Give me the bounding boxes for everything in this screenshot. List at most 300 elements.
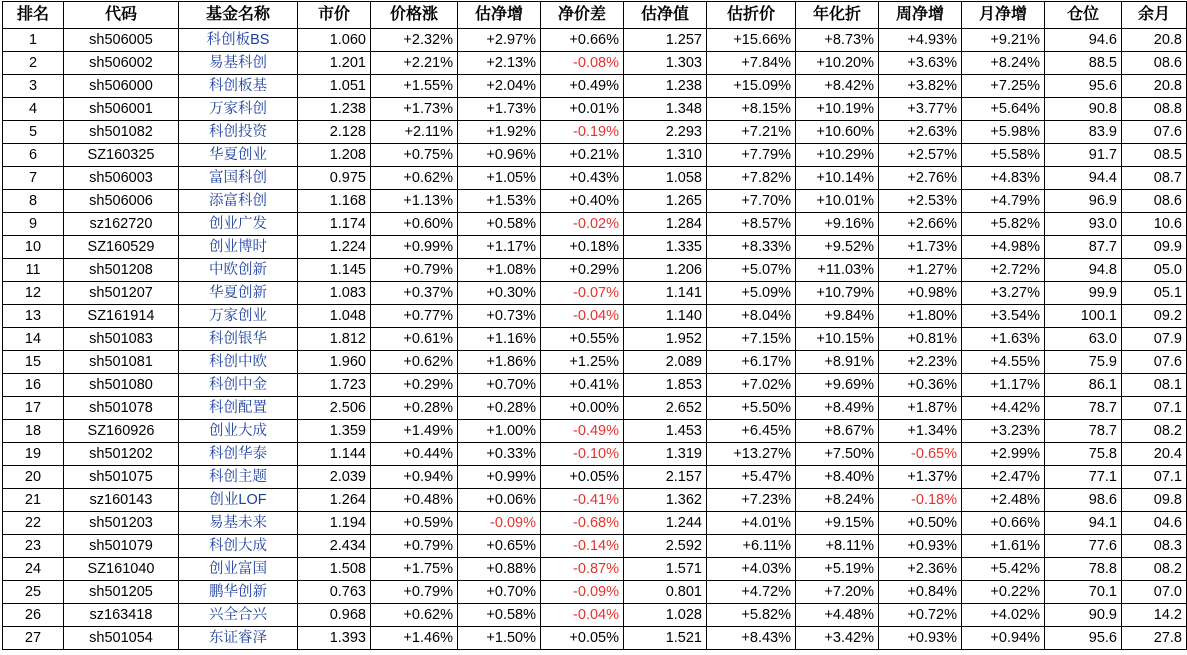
cell-rest-month: 07.0 (1122, 581, 1187, 604)
cell-rank: 12 (3, 282, 64, 305)
cell-rest-month: 07.9 (1122, 328, 1187, 351)
column-header-price[interactable]: 市价 (298, 2, 371, 29)
cell-week-change: -0.18% (879, 489, 962, 512)
cell-position: 77.1 (1045, 466, 1122, 489)
cell-est-discount: +6.45% (707, 420, 796, 443)
cell-rank: 2 (3, 52, 64, 75)
cell-nav-diff: +0.21% (541, 144, 624, 167)
cell-annual-discount: +8.49% (796, 397, 879, 420)
cell-position: 95.6 (1045, 627, 1122, 650)
cell-price-change: +0.28% (371, 397, 458, 420)
cell-fund-name: 中欧创新 (179, 259, 298, 282)
cell-week-change: +1.27% (879, 259, 962, 282)
cell-rest-month: 09.9 (1122, 236, 1187, 259)
column-header-position[interactable]: 仓位 (1045, 2, 1122, 29)
table-row[interactable] (3, 558, 1187, 581)
cell-rest-month: 09.2 (1122, 305, 1187, 328)
table-row[interactable] (3, 213, 1187, 236)
cell-code: sh501205 (64, 581, 179, 604)
cell-position: 75.9 (1045, 351, 1122, 374)
cell-est-discount: +4.03% (707, 558, 796, 581)
cell-month-change: +0.94% (962, 627, 1045, 650)
cell-code: sh506001 (64, 98, 179, 121)
cell-annual-discount: +8.24% (796, 489, 879, 512)
cell-price: 1.208 (298, 144, 371, 167)
cell-code: sz160143 (64, 489, 179, 512)
table-row[interactable] (3, 374, 1187, 397)
table-row[interactable] (3, 535, 1187, 558)
cell-est-nav-change: +0.06% (458, 489, 541, 512)
cell-week-change: +0.93% (879, 535, 962, 558)
cell-annual-discount: +10.20% (796, 52, 879, 75)
cell-annual-discount: +9.16% (796, 213, 879, 236)
cell-position: 78.7 (1045, 420, 1122, 443)
cell-price: 1.048 (298, 305, 371, 328)
cell-code: sh506002 (64, 52, 179, 75)
cell-price-change: +0.62% (371, 167, 458, 190)
cell-nav-diff: +0.66% (541, 29, 624, 52)
cell-rank: 9 (3, 213, 64, 236)
cell-nav-diff: -0.87% (541, 558, 624, 581)
table-row[interactable] (3, 581, 1187, 604)
table-row[interactable] (3, 29, 1187, 52)
cell-rank: 1 (3, 29, 64, 52)
cell-code: sz162720 (64, 213, 179, 236)
cell-nav-diff: +0.00% (541, 397, 624, 420)
cell-code: sh501082 (64, 121, 179, 144)
cell-rest-month: 08.2 (1122, 420, 1187, 443)
cell-rest-month: 27.8 (1122, 627, 1187, 650)
cell-fund-name: 创业广发 (179, 213, 298, 236)
cell-annual-discount: +8.67% (796, 420, 879, 443)
cell-price: 0.975 (298, 167, 371, 190)
cell-price: 2.128 (298, 121, 371, 144)
cell-annual-discount: +5.19% (796, 558, 879, 581)
cell-week-change: +2.53% (879, 190, 962, 213)
cell-price: 2.039 (298, 466, 371, 489)
cell-price-change: +1.75% (371, 558, 458, 581)
cell-code: sh501207 (64, 282, 179, 305)
cell-fund-name: 创业大成 (179, 420, 298, 443)
table-row[interactable] (3, 466, 1187, 489)
cell-nav-diff: +0.43% (541, 167, 624, 190)
cell-est-nav-change: +0.58% (458, 604, 541, 627)
cell-price: 1.168 (298, 190, 371, 213)
cell-price: 1.264 (298, 489, 371, 512)
cell-position: 94.4 (1045, 167, 1122, 190)
cell-est-nav: 1.453 (624, 420, 707, 443)
cell-price-change: +0.75% (371, 144, 458, 167)
cell-fund-name: 科创配置 (179, 397, 298, 420)
cell-month-change: +2.72% (962, 259, 1045, 282)
column-header-month-chg[interactable]: 月净增 (962, 2, 1045, 29)
cell-code: sh501075 (64, 466, 179, 489)
cell-week-change: +0.84% (879, 581, 962, 604)
cell-week-change: +0.98% (879, 282, 962, 305)
cell-rest-month: 08.3 (1122, 535, 1187, 558)
cell-est-nav-change: +1.50% (458, 627, 541, 650)
cell-rest-month: 08.8 (1122, 98, 1187, 121)
cell-annual-discount: +8.40% (796, 466, 879, 489)
cell-est-discount: +5.07% (707, 259, 796, 282)
cell-est-discount: +4.72% (707, 581, 796, 604)
cell-week-change: +2.66% (879, 213, 962, 236)
cell-price: 1.145 (298, 259, 371, 282)
cell-nav-diff: -0.10% (541, 443, 624, 466)
cell-nav-diff: +1.25% (541, 351, 624, 374)
cell-est-discount: +7.15% (707, 328, 796, 351)
cell-est-discount: +15.66% (707, 29, 796, 52)
cell-month-change: +5.42% (962, 558, 1045, 581)
cell-annual-discount: +11.03% (796, 259, 879, 282)
cell-code: sh501208 (64, 259, 179, 282)
column-header-est-nav[interactable]: 估净值 (624, 2, 707, 29)
cell-month-change: +7.25% (962, 75, 1045, 98)
cell-price: 1.960 (298, 351, 371, 374)
cell-est-discount: +7.70% (707, 190, 796, 213)
cell-nav-diff: +0.49% (541, 75, 624, 98)
table-row[interactable] (3, 443, 1187, 466)
table-row[interactable] (3, 282, 1187, 305)
cell-week-change: +2.23% (879, 351, 962, 374)
table-row[interactable] (3, 75, 1187, 98)
cell-price-change: +0.94% (371, 466, 458, 489)
table-header-row (3, 2, 1187, 29)
cell-price-change: +0.60% (371, 213, 458, 236)
cell-price: 1.144 (298, 443, 371, 466)
table-row[interactable] (3, 420, 1187, 443)
table-row[interactable] (3, 627, 1187, 650)
cell-est-nav: 1.257 (624, 29, 707, 52)
cell-price: 1.060 (298, 29, 371, 52)
cell-est-discount: +7.21% (707, 121, 796, 144)
cell-rank: 21 (3, 489, 64, 512)
cell-fund-name: 易基科创 (179, 52, 298, 75)
cell-week-change: +2.63% (879, 121, 962, 144)
cell-week-change: -0.65% (879, 443, 962, 466)
cell-position: 78.8 (1045, 558, 1122, 581)
cell-nav-diff: +0.05% (541, 627, 624, 650)
cell-fund-name: 科创板基 (179, 75, 298, 98)
cell-est-nav-change: +0.88% (458, 558, 541, 581)
cell-rest-month: 04.6 (1122, 512, 1187, 535)
cell-price-change: +0.77% (371, 305, 458, 328)
cell-est-nav-change: +0.58% (458, 213, 541, 236)
cell-month-change: +1.61% (962, 535, 1045, 558)
cell-est-discount: +4.01% (707, 512, 796, 535)
cell-nav-diff: -0.68% (541, 512, 624, 535)
cell-fund-name: 华夏创业 (179, 144, 298, 167)
cell-price: 0.763 (298, 581, 371, 604)
cell-annual-discount: +9.69% (796, 374, 879, 397)
cell-price-change: +2.32% (371, 29, 458, 52)
table-row[interactable] (3, 351, 1187, 374)
cell-rank: 27 (3, 627, 64, 650)
column-header-week-chg[interactable]: 周净增 (879, 2, 962, 29)
cell-code: sh501078 (64, 397, 179, 420)
table-row[interactable] (3, 167, 1187, 190)
cell-month-change: +2.47% (962, 466, 1045, 489)
table-row[interactable] (3, 305, 1187, 328)
cell-est-nav-change: +0.65% (458, 535, 541, 558)
column-header-rest-month[interactable]: 余月 (1122, 2, 1187, 29)
cell-week-change: +1.80% (879, 305, 962, 328)
cell-price-change: +0.79% (371, 259, 458, 282)
cell-rest-month: 08.7 (1122, 167, 1187, 190)
cell-fund-name: 科创板BS (179, 29, 298, 52)
cell-rest-month: 08.5 (1122, 144, 1187, 167)
cell-est-discount: +6.11% (707, 535, 796, 558)
cell-price: 1.723 (298, 374, 371, 397)
cell-rest-month: 05.0 (1122, 259, 1187, 282)
cell-code: sh501081 (64, 351, 179, 374)
cell-est-discount: +15.09% (707, 75, 796, 98)
cell-fund-name: 科创中金 (179, 374, 298, 397)
cell-est-discount: +5.82% (707, 604, 796, 627)
table-row[interactable] (3, 98, 1187, 121)
cell-rank: 25 (3, 581, 64, 604)
cell-code: SZ160325 (64, 144, 179, 167)
cell-rest-month: 08.1 (1122, 374, 1187, 397)
cell-est-nav: 2.293 (624, 121, 707, 144)
cell-price-change: +0.44% (371, 443, 458, 466)
cell-est-nav-change: +1.73% (458, 98, 541, 121)
cell-est-nav: 1.853 (624, 374, 707, 397)
cell-rest-month: 14.2 (1122, 604, 1187, 627)
table-row[interactable] (3, 190, 1187, 213)
column-header-rank[interactable]: 排名 (3, 2, 64, 29)
cell-rank: 13 (3, 305, 64, 328)
cell-nav-diff: +0.40% (541, 190, 624, 213)
cell-position: 78.7 (1045, 397, 1122, 420)
cell-nav-diff: +0.41% (541, 374, 624, 397)
cell-position: 88.5 (1045, 52, 1122, 75)
cell-fund-name: 富国科创 (179, 167, 298, 190)
cell-position: 91.7 (1045, 144, 1122, 167)
cell-month-change: +5.98% (962, 121, 1045, 144)
cell-price: 1.508 (298, 558, 371, 581)
table-row[interactable] (3, 259, 1187, 282)
cell-est-discount: +5.09% (707, 282, 796, 305)
cell-code: SZ161914 (64, 305, 179, 328)
cell-est-discount: +8.04% (707, 305, 796, 328)
cell-est-nav: 1.284 (624, 213, 707, 236)
cell-code: sh501054 (64, 627, 179, 650)
cell-price-change: +1.73% (371, 98, 458, 121)
cell-est-discount: +5.47% (707, 466, 796, 489)
cell-month-change: +4.55% (962, 351, 1045, 374)
cell-month-change: +3.27% (962, 282, 1045, 305)
cell-price-change: +1.46% (371, 627, 458, 650)
table-row[interactable] (3, 121, 1187, 144)
cell-code: sh501203 (64, 512, 179, 535)
cell-est-nav-change: +1.86% (458, 351, 541, 374)
column-header-fund-name[interactable]: 基金名称 (179, 2, 298, 29)
cell-est-discount: +8.15% (707, 98, 796, 121)
cell-annual-discount: +4.48% (796, 604, 879, 627)
table-row[interactable] (3, 328, 1187, 351)
cell-rank: 6 (3, 144, 64, 167)
cell-est-discount: +7.79% (707, 144, 796, 167)
cell-month-change: +4.79% (962, 190, 1045, 213)
cell-est-nav: 1.028 (624, 604, 707, 627)
cell-est-nav: 1.952 (624, 328, 707, 351)
cell-rest-month: 07.6 (1122, 351, 1187, 374)
column-header-nav-diff[interactable]: 净价差 (541, 2, 624, 29)
cell-rank: 4 (3, 98, 64, 121)
cell-week-change: +1.37% (879, 466, 962, 489)
cell-code: sh501080 (64, 374, 179, 397)
cell-est-discount: +7.23% (707, 489, 796, 512)
cell-est-nav: 2.089 (624, 351, 707, 374)
cell-fund-name: 科创华泰 (179, 443, 298, 466)
cell-nav-diff: -0.02% (541, 213, 624, 236)
cell-fund-name: 东证睿泽 (179, 627, 298, 650)
cell-price-change: +0.29% (371, 374, 458, 397)
cell-est-nav: 1.303 (624, 52, 707, 75)
cell-week-change: +1.34% (879, 420, 962, 443)
cell-position: 94.8 (1045, 259, 1122, 282)
cell-rank: 24 (3, 558, 64, 581)
cell-est-nav-change: +0.28% (458, 397, 541, 420)
cell-position: 86.1 (1045, 374, 1122, 397)
table-row[interactable] (3, 397, 1187, 420)
cell-rest-month: 05.1 (1122, 282, 1187, 305)
cell-position: 90.9 (1045, 604, 1122, 627)
cell-rank: 16 (3, 374, 64, 397)
cell-rest-month: 20.4 (1122, 443, 1187, 466)
cell-est-nav: 1.244 (624, 512, 707, 535)
cell-price: 0.968 (298, 604, 371, 627)
cell-est-nav-change: +0.70% (458, 374, 541, 397)
cell-position: 87.7 (1045, 236, 1122, 259)
cell-price-change: +0.62% (371, 351, 458, 374)
cell-est-nav-change: +1.00% (458, 420, 541, 443)
table-row[interactable] (3, 489, 1187, 512)
cell-est-nav: 2.592 (624, 535, 707, 558)
column-header-est-nav-chg[interactable]: 估净增 (458, 2, 541, 29)
cell-week-change: +0.81% (879, 328, 962, 351)
cell-est-discount: +7.84% (707, 52, 796, 75)
cell-rank: 3 (3, 75, 64, 98)
cell-price: 1.194 (298, 512, 371, 535)
cell-rank: 17 (3, 397, 64, 420)
cell-rest-month: 10.6 (1122, 213, 1187, 236)
cell-month-change: +2.48% (962, 489, 1045, 512)
cell-price: 1.238 (298, 98, 371, 121)
cell-price-change: +0.37% (371, 282, 458, 305)
cell-nav-diff: -0.07% (541, 282, 624, 305)
column-header-est-disc[interactable]: 估折价 (707, 2, 796, 29)
cell-est-nav: 1.238 (624, 75, 707, 98)
cell-est-nav-change: +0.96% (458, 144, 541, 167)
cell-est-nav: 1.335 (624, 236, 707, 259)
cell-annual-discount: +8.73% (796, 29, 879, 52)
cell-month-change: +5.58% (962, 144, 1045, 167)
cell-fund-name: 兴全合兴 (179, 604, 298, 627)
cell-nav-diff: +0.18% (541, 236, 624, 259)
cell-week-change: +2.36% (879, 558, 962, 581)
cell-fund-name: 科创大成 (179, 535, 298, 558)
cell-rest-month: 08.6 (1122, 190, 1187, 213)
cell-est-nav: 1.206 (624, 259, 707, 282)
cell-fund-name: 科创投资 (179, 121, 298, 144)
cell-est-nav: 1.521 (624, 627, 707, 650)
cell-annual-discount: +10.15% (796, 328, 879, 351)
cell-code: sh501079 (64, 535, 179, 558)
cell-rest-month: 09.8 (1122, 489, 1187, 512)
cell-nav-diff: +0.29% (541, 259, 624, 282)
cell-rank: 7 (3, 167, 64, 190)
cell-nav-diff: -0.41% (541, 489, 624, 512)
cell-position: 95.6 (1045, 75, 1122, 98)
cell-annual-discount: +7.50% (796, 443, 879, 466)
cell-est-nav-change: +1.16% (458, 328, 541, 351)
table-row[interactable] (3, 512, 1187, 535)
cell-nav-diff: -0.19% (541, 121, 624, 144)
cell-price-change: +0.79% (371, 581, 458, 604)
cell-est-nav-change: +0.73% (458, 305, 541, 328)
cell-est-nav: 1.265 (624, 190, 707, 213)
cell-month-change: +4.83% (962, 167, 1045, 190)
cell-price-change: +0.79% (371, 535, 458, 558)
cell-price-change: +2.21% (371, 52, 458, 75)
cell-annual-discount: +10.79% (796, 282, 879, 305)
column-header-price-chg[interactable]: 价格涨 (371, 2, 458, 29)
cell-code: sh506006 (64, 190, 179, 213)
cell-fund-name: 鹏华创新 (179, 581, 298, 604)
cell-week-change: +0.36% (879, 374, 962, 397)
cell-est-nav: 1.140 (624, 305, 707, 328)
cell-est-nav-change: +1.08% (458, 259, 541, 282)
column-header-annual-disc[interactable]: 年化折 (796, 2, 879, 29)
table-row[interactable] (3, 144, 1187, 167)
cell-fund-name: 科创中欧 (179, 351, 298, 374)
cell-nav-diff: -0.04% (541, 604, 624, 627)
cell-price: 1.393 (298, 627, 371, 650)
cell-rank: 19 (3, 443, 64, 466)
cell-annual-discount: +10.01% (796, 190, 879, 213)
cell-code: SZ160926 (64, 420, 179, 443)
cell-week-change: +4.93% (879, 29, 962, 52)
cell-week-change: +2.76% (879, 167, 962, 190)
cell-price: 1.083 (298, 282, 371, 305)
cell-rest-month: 07.6 (1122, 121, 1187, 144)
cell-rank: 22 (3, 512, 64, 535)
table-row[interactable] (3, 604, 1187, 627)
cell-fund-name: 创业LOF (179, 489, 298, 512)
table-row[interactable] (3, 52, 1187, 75)
cell-week-change: +1.87% (879, 397, 962, 420)
cell-est-nav-change: +1.53% (458, 190, 541, 213)
cell-fund-name: 添富科创 (179, 190, 298, 213)
cell-week-change: +3.77% (879, 98, 962, 121)
cell-fund-name: 易基未来 (179, 512, 298, 535)
cell-annual-discount: +3.42% (796, 627, 879, 650)
cell-est-discount: +8.43% (707, 627, 796, 650)
cell-price-change: +0.61% (371, 328, 458, 351)
cell-annual-discount: +9.52% (796, 236, 879, 259)
cell-week-change: +0.93% (879, 627, 962, 650)
table-row[interactable] (3, 236, 1187, 259)
column-header-code[interactable]: 代码 (64, 2, 179, 29)
cell-month-change: +4.02% (962, 604, 1045, 627)
cell-est-nav-change: +1.92% (458, 121, 541, 144)
cell-position: 70.1 (1045, 581, 1122, 604)
cell-price: 1.201 (298, 52, 371, 75)
cell-annual-discount: +9.84% (796, 305, 879, 328)
cell-position: 96.9 (1045, 190, 1122, 213)
